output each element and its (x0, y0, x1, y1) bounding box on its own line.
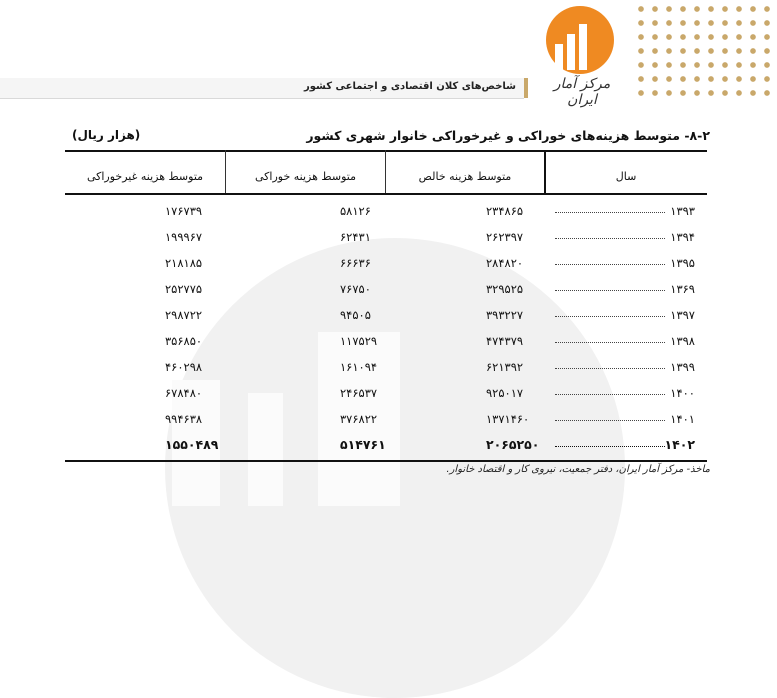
table-row (65, 328, 707, 354)
net-cost-cell: ۲۰۶۵۲۵۰ (486, 437, 540, 452)
net-cost-cell: ۳۹۳۲۲۷ (486, 308, 524, 322)
logo-text: مرکز آمار ایران (553, 76, 611, 108)
nonfood-cost-cell: ۳۵۶۸۵۰ (165, 334, 203, 348)
year-cell: ۱۳۹۴ (670, 230, 695, 244)
food-cost-cell: ۶۲۴۳۱ (340, 230, 371, 244)
food-cost-cell: ۹۴۵۰۵ (340, 308, 371, 322)
nonfood-cost-cell: ۱۷۶۷۳۹ (165, 204, 203, 218)
table-row (65, 302, 707, 328)
dot-leader (555, 394, 665, 395)
net-cost-cell: ۳۲۹۵۲۵ (486, 282, 524, 296)
nonfood-cost-cell: ۴۶۰۲۹۸ (165, 360, 203, 374)
net-cost-cell: ۲۶۲۳۹۷ (486, 230, 524, 244)
header-food-cost: متوسط هزینه خوراکی (255, 170, 356, 183)
header-accent (524, 78, 528, 98)
table-row (65, 198, 707, 224)
food-cost-cell: ۳۷۶۸۲۲ (340, 412, 378, 426)
dot-leader (555, 264, 665, 265)
table-row (65, 250, 707, 276)
table-row (65, 354, 707, 380)
food-cost-cell: ۲۴۶۵۳۷ (340, 386, 378, 400)
year-cell: ۱۳۶۹ (670, 282, 695, 296)
food-cost-cell: ۶۶۶۳۶ (340, 256, 371, 270)
year-cell: ۱۳۹۹ (670, 360, 695, 374)
net-cost-cell: ۴۷۴۳۷۹ (486, 334, 524, 348)
header-title: شاخص‌های کلان اقتصادی و اجتماعی کشور (304, 81, 516, 92)
logo (541, 0, 621, 108)
net-cost-cell: ۲۸۴۸۲۰ (486, 256, 524, 270)
header-year: سال (615, 170, 637, 183)
nonfood-cost-cell: ۱۵۵۰۴۸۹ (165, 437, 219, 452)
year-cell: ۱۴۰۱ (670, 412, 695, 426)
table-header-rule (65, 193, 707, 195)
table-bottom-rule (65, 460, 707, 462)
nonfood-cost-cell: ۲۹۸۷۲۲ (165, 308, 203, 322)
nonfood-cost-cell: ۱۹۹۹۶۷ (165, 230, 203, 244)
food-cost-cell: ۷۶۷۵۰ (340, 282, 371, 296)
food-cost-cell: ۱۱۷۵۲۹ (340, 334, 378, 348)
source-note: ماخذ- مرکز آمار ایران، دفتر جمعیت، نیروی کار و اقتصاد خانوار. (446, 464, 710, 475)
year-cell: ۱۳۹۵ (670, 256, 695, 270)
dot-leader (555, 290, 665, 291)
nonfood-cost-cell: ۶۷۸۴۸۰ (165, 386, 203, 400)
year-cell: ۱۳۹۳ (670, 204, 695, 218)
net-cost-cell: ۶۲۱۳۹۲ (486, 360, 524, 374)
dot-leader (555, 212, 665, 213)
table-row (65, 380, 707, 406)
dot-leader (555, 368, 665, 369)
dot-leader (555, 420, 665, 421)
dot-leader (555, 316, 665, 317)
year-cell: ۱۳۹۷ (670, 308, 695, 322)
year-cell: ۱۴۰۲ (664, 437, 695, 452)
food-cost-cell: ۵۱۴۷۶۱ (340, 437, 386, 452)
net-cost-cell: ۱۳۷۱۴۶۰ (486, 412, 530, 426)
food-cost-cell: ۱۶۱۰۹۴ (340, 360, 378, 374)
table-top-rule (65, 150, 707, 152)
table-row (65, 406, 707, 432)
table-row (65, 276, 707, 302)
nonfood-cost-cell: ۲۵۲۷۷۵ (165, 282, 203, 296)
table-row (65, 224, 707, 250)
header-strip (0, 78, 524, 99)
decorative-dot-pattern (632, 0, 777, 100)
table-row-total (65, 432, 707, 458)
section-title: ۸-۲- متوسط هزینه‌های خوراکی و غیرخوراکی خانوار شهری کشور (306, 128, 710, 143)
header-net-cost: متوسط هزینه خالص (418, 170, 512, 183)
net-cost-cell: ۲۳۴۸۶۵ (486, 204, 524, 218)
header-nonfood-cost: متوسط هزینه غیرخوراکی (86, 170, 204, 183)
dot-leader (555, 238, 665, 239)
dot-leader (555, 342, 665, 343)
nonfood-cost-cell: ۹۹۴۶۳۸ (165, 412, 203, 426)
dot-leader (555, 446, 665, 447)
net-cost-cell: ۹۲۵۰۱۷ (486, 386, 524, 400)
nonfood-cost-cell: ۲۱۸۱۸۵ (165, 256, 203, 270)
year-cell: ۱۳۹۸ (670, 334, 695, 348)
year-cell: ۱۴۰۰ (670, 386, 695, 400)
food-cost-cell: ۵۸۱۲۶ (340, 204, 371, 218)
unit-label: (هزار ریال) (72, 128, 141, 142)
